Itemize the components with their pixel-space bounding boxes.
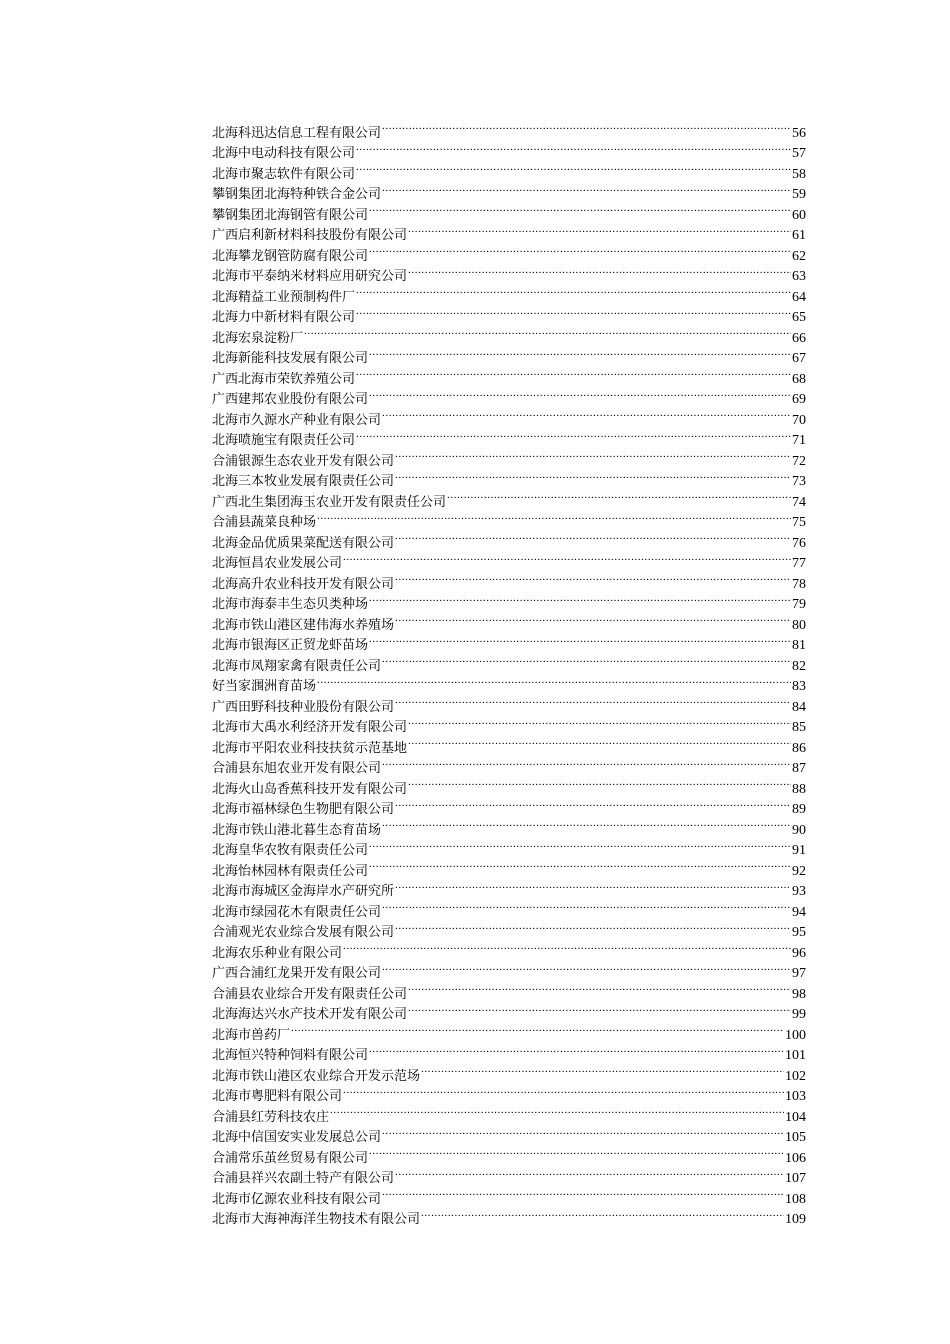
toc-entry-title: 北海市凤翔家禽有限责任公司 [212, 658, 382, 674]
toc-dot-leader [395, 875, 791, 896]
toc-entry-page-number: 103 [785, 1089, 806, 1104]
toc-entry-page-number: 76 [792, 535, 806, 551]
toc-dot-leader [382, 1182, 784, 1203]
toc-dot-leader [395, 444, 791, 465]
toc-entry-title: 北海恒昌农业发展公司 [212, 556, 343, 571]
toc-entry-title: 北海市铁山港区农业综合开发示范场 [212, 1068, 421, 1084]
toc-entry-title: 北海市铁山港北暮生态育苗场 [212, 822, 382, 838]
toc-dot-leader [343, 547, 791, 568]
toc-entry-title: 北海市聚志软件有限公司 [212, 166, 356, 182]
toc-entry-title: 北海市平泰纳米材料应用研究公司 [212, 269, 408, 284]
toc-entry-page-number: 101 [785, 1048, 806, 1063]
toc-entry-title: 北海市绿园花木有限责任公司 [212, 904, 382, 920]
toc-entry-page-number: 78 [792, 576, 806, 592]
toc-entry-page-number: 102 [785, 1068, 806, 1084]
toc-entry-page-number: 83 [792, 679, 806, 694]
toc-entry-title: 北海市福林绿色生物肥有限公司 [212, 802, 395, 817]
toc-entry-title: 广西北海市荣钦养殖公司 [212, 371, 356, 387]
toc-entry-page-number: 96 [792, 945, 806, 961]
toc-entry-page-number: 79 [792, 597, 806, 612]
toc-entry-title: 北海攀龙钢管防腐有限公司 [212, 248, 369, 264]
toc-dot-leader [330, 1100, 784, 1121]
toc-entry-page-number: 81 [792, 638, 806, 653]
toc-dot-leader [382, 957, 791, 978]
toc-entry-page-number: 75 [792, 515, 806, 530]
toc-entry-page-number: 69 [792, 392, 806, 407]
toc-dot-leader [395, 1162, 784, 1183]
toc-entry-page-number: 84 [792, 699, 806, 715]
toc-entry-title: 合浦县红劳科技农庄 [212, 1109, 330, 1125]
toc-dot-leader [369, 588, 791, 609]
toc-dot-leader [369, 854, 791, 875]
toc-entry-page-number: 94 [792, 904, 806, 920]
toc-dot-leader [408, 977, 791, 998]
toc-entry-page-number: 65 [792, 310, 806, 325]
toc-entry-title: 北海火山岛香蕉科技开发有限公司 [212, 781, 408, 797]
toc-entry-page-number: 62 [792, 248, 806, 264]
toc-dot-leader [369, 834, 791, 855]
toc-entry-title: 广西建邦农业股份有限公司 [212, 392, 369, 407]
toc-entry-page-number: 80 [792, 617, 806, 633]
toc-entry-title: 攀钢集团北海钢管有限公司 [212, 207, 369, 223]
toc-dot-leader [356, 301, 791, 322]
toc-dot-leader [356, 424, 791, 445]
toc-entry-page-number: 95 [792, 925, 806, 940]
toc-entry-title: 北海市粤肥料有限公司 [212, 1089, 343, 1104]
toc-dot-leader [343, 936, 791, 957]
toc-entry-title: 合浦常乐茧丝贸易有限公司 [212, 1150, 369, 1166]
toc-entry-title: 北海农乐种业有限公司 [212, 945, 343, 961]
toc-entry-title: 北海市银海区正贸龙虾苗场 [212, 638, 369, 653]
table-of-contents [212, 116, 806, 1227]
toc-dot-leader [408, 772, 791, 793]
toc-entry-title: 北海怡林园林有限责任公司 [212, 863, 369, 879]
toc-entry-page-number: 66 [792, 330, 806, 346]
toc-dot-leader [317, 670, 791, 691]
toc-dot-leader [408, 731, 791, 752]
toc-entry-page-number: 97 [792, 966, 806, 981]
toc-entry-title: 北海市平阳农业科技扶贫示范基地 [212, 740, 408, 756]
toc-dot-leader [369, 198, 791, 219]
toc-entry-page-number: 82 [792, 658, 806, 674]
toc-entry-page-number: 56 [792, 125, 806, 141]
toc-entry-title: 合浦县农业综合开发有限责任公司 [212, 986, 408, 1002]
toc-dot-leader [291, 1018, 784, 1039]
toc-entry-page-number: 107 [785, 1171, 806, 1186]
toc-dot-leader [369, 342, 791, 363]
toc-entry-title: 北海力中新材料有限公司 [212, 310, 356, 325]
toc-dot-leader [304, 321, 791, 342]
toc-entry-page-number: 60 [792, 207, 806, 223]
toc-entry-page-number: 91 [792, 843, 806, 858]
toc-entry-title: 广西北生集团海玉农业开发有限责任公司 [212, 494, 447, 510]
toc-entry-page-number: 61 [792, 228, 806, 243]
toc-entry-title: 北海新能科技发展有限公司 [212, 351, 369, 366]
toc-entry-page-number: 88 [792, 781, 806, 797]
toc-entry[interactable] [212, 1039, 806, 1063]
toc-entry-title: 北海精益工业预制构件厂 [212, 289, 356, 305]
toc-dot-leader [382, 178, 791, 199]
toc-entry-title: 北海三本牧业发展有限责任公司 [212, 474, 395, 489]
toc-entry-title: 北海科迅达信息工程有限公司 [212, 125, 382, 141]
toc-entry-page-number: 59 [792, 187, 806, 202]
toc-dot-leader [382, 403, 791, 424]
toc-entry-title: 北海海达兴水产技术开发有限公司 [212, 1007, 408, 1022]
toc-dot-leader [369, 1141, 784, 1162]
toc-dot-leader [408, 260, 791, 281]
toc-entry-page-number: 63 [792, 269, 806, 284]
toc-entry-title: 合浦观光农业综合发展有限公司 [212, 925, 395, 940]
toc-entry-page-number: 86 [792, 740, 806, 756]
toc-dot-leader [395, 916, 791, 937]
toc-entry-page-number: 89 [792, 802, 806, 817]
toc-entry-title: 北海市海城区金海岸水产研究所 [212, 884, 395, 899]
toc-dot-leader [382, 116, 791, 137]
toc-dot-leader [408, 711, 791, 732]
toc-entry-page-number: 106 [785, 1150, 806, 1166]
toc-dot-leader [421, 1203, 784, 1224]
toc-entry-title: 合浦银源生态农业开发有限公司 [212, 453, 395, 469]
toc-entry[interactable] [212, 1018, 806, 1043]
toc-entry-page-number: 67 [792, 351, 806, 366]
toc-entry-title: 广西田野科技种业股份有限公司 [212, 699, 395, 715]
toc-dot-leader [395, 608, 791, 629]
toc-entry-title: 合浦县东旭农业开发有限公司 [212, 761, 382, 776]
toc-entry-page-number: 108 [785, 1191, 806, 1207]
toc-entry-page-number: 92 [792, 863, 806, 879]
toc-dot-leader [382, 1121, 784, 1142]
toc-dot-leader [343, 1080, 784, 1101]
toc-entry-page-number: 105 [785, 1130, 806, 1145]
toc-entry-page-number: 74 [792, 494, 806, 510]
toc-entry-title: 北海市铁山港区建伟海水养殖场 [212, 617, 395, 633]
toc-entry-title: 北海市久源水产种业有限公司 [212, 412, 382, 428]
toc-dot-leader [317, 506, 791, 527]
toc-entry-page-number: 104 [785, 1109, 806, 1125]
toc-entry-page-number: 98 [792, 986, 806, 1002]
toc-dot-leader [395, 793, 791, 814]
toc-entry-title: 北海市海泰丰生态贝类种场 [212, 597, 369, 612]
toc-entry-page-number: 64 [792, 289, 806, 305]
toc-entry-page-number: 87 [792, 761, 806, 776]
toc-entry-title: 北海宏泉淀粉厂 [212, 330, 304, 346]
toc-entry-page-number: 72 [792, 453, 806, 469]
toc-entry-page-number: 73 [792, 474, 806, 489]
toc-entry-page-number: 99 [792, 1007, 806, 1022]
toc-entry-page-number: 68 [792, 371, 806, 387]
toc-entry-title: 合浦县蔬菜良种场 [212, 515, 317, 530]
toc-entry-page-number: 93 [792, 884, 806, 899]
toc-entry-title: 广西合浦红龙果开发有限公司 [212, 966, 382, 981]
toc-dot-leader [382, 895, 791, 916]
toc-dot-leader [447, 485, 791, 506]
toc-dot-leader [356, 137, 791, 158]
toc-entry-page-number: 85 [792, 720, 806, 735]
toc-dot-leader [369, 1039, 784, 1060]
toc-dot-leader [421, 1059, 784, 1080]
toc-dot-leader [369, 629, 791, 650]
toc-entry-title: 北海皇华农牧有限责任公司 [212, 843, 369, 858]
toc-dot-leader [395, 690, 791, 711]
toc-dot-leader [356, 362, 791, 383]
toc-entry-title: 攀钢集团北海特种铁合金公司 [212, 187, 382, 202]
toc-dot-leader [356, 280, 791, 301]
toc-dot-leader [408, 998, 791, 1019]
toc-entry-title: 好当家涠洲育苗场 [212, 679, 317, 694]
toc-dot-leader [382, 649, 791, 670]
toc-entry-page-number: 71 [792, 433, 806, 448]
toc-entry-page-number: 57 [792, 146, 806, 161]
toc-entry-page-number: 70 [792, 412, 806, 428]
toc-dot-leader [356, 157, 791, 178]
toc-entry-title: 北海市大海神海洋生物技术有限公司 [212, 1212, 421, 1227]
toc-dot-leader [369, 239, 791, 260]
toc-entry-title: 广西启利新材料科技股份有限公司 [212, 228, 408, 243]
toc-dot-leader [382, 752, 791, 773]
toc-entry-title: 北海市大禹水利经济开发有限公司 [212, 720, 408, 735]
toc-entry-page-number: 77 [792, 556, 806, 571]
toc-dot-leader [382, 813, 791, 834]
toc-entry-title: 合浦县祥兴农副土特产有限公司 [212, 1171, 395, 1186]
toc-entry-title: 北海市兽药厂 [212, 1027, 291, 1043]
toc-dot-leader [395, 567, 791, 588]
toc-entry-page-number: 100 [785, 1027, 806, 1043]
toc-entry-title: 北海喷施宝有限责任公司 [212, 433, 356, 448]
toc-entry-title: 北海中电动科技有限公司 [212, 146, 356, 161]
toc-dot-leader [395, 526, 791, 547]
toc-entry-title: 北海高升农业科技开发有限公司 [212, 576, 395, 592]
toc-entry-page-number: 109 [785, 1212, 806, 1227]
toc-entry-page-number: 90 [792, 822, 806, 838]
toc-entry-title: 北海恒兴特种饲料有限公司 [212, 1048, 369, 1063]
toc-dot-leader [369, 383, 791, 404]
toc-entry-title: 北海中信国安实业发展总公司 [212, 1130, 382, 1145]
toc-dot-leader [408, 219, 791, 240]
toc-entry-title: 北海金品优质果菜配送有限公司 [212, 535, 395, 551]
toc-entry[interactable] [212, 116, 806, 141]
toc-dot-leader [395, 465, 791, 486]
toc-entry-page-number: 58 [792, 166, 806, 182]
toc-entry-title: 北海市亿源农业科技有限公司 [212, 1191, 382, 1207]
